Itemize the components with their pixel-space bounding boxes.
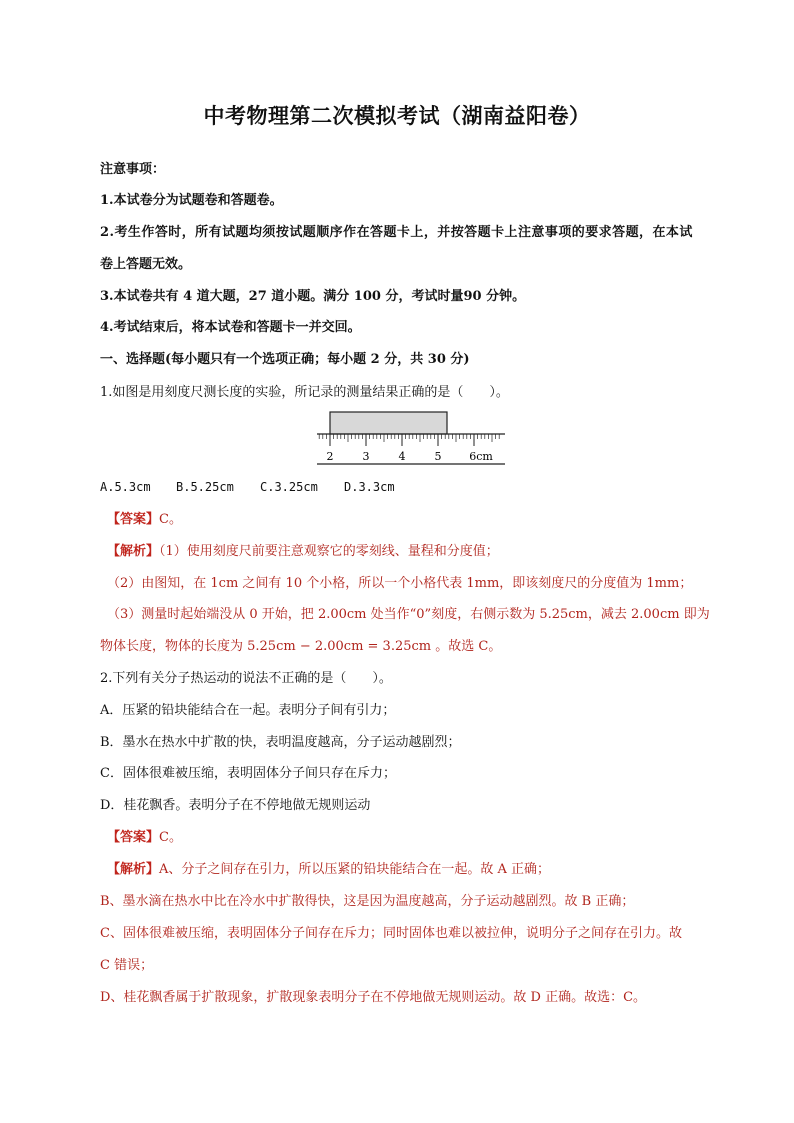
- measured-block: [330, 412, 447, 434]
- q2-option-b: B．墨水在热水中扩散的快，表明温度越高，分子运动越剧烈；: [100, 735, 461, 750]
- ruler-figure: [315, 408, 507, 468]
- q2-analysis-tag: 【解析】: [107, 862, 160, 877]
- section-heading: 一、选择题(每小题只有一个选项正确；每小题 2 分，共 30 分): [100, 352, 470, 367]
- q1-analysis-1: [107, 543, 499, 561]
- q2-option-d: D．桂花飘香。表明分子在不停地做无规则运动: [100, 798, 371, 813]
- q2-answer-value: C。: [159, 830, 182, 845]
- note-2a: 2.考生作答时，所有试题均须按试题顺序作在答题卡上，并按答题卡上注意事项的要求答题，在本试: [100, 225, 693, 240]
- note-4: 4.考试结束后，将本试卷和答题卡一并交回。: [100, 320, 361, 335]
- q2-analysis-1: [107, 861, 550, 879]
- question-1-stem: 1.如图是用刻度尺测长度的实验，所记录的测量结果正确的是（ ）。: [100, 385, 509, 400]
- q1-analysis-4: 物体长度，物体的长度为 5.25cm − 2.00cm = 3.25cm 。故选 C。: [100, 639, 502, 654]
- q1-analysis-2: （2）由图知，在 1cm 之间有 10 个小格，所以一个小格代表 1mm，即该刻度尺的分度值为 1mm；: [107, 576, 693, 591]
- ruler-label-6cm: 6cm: [469, 450, 493, 463]
- ruler-label-5: 5: [434, 450, 442, 463]
- q1-option-a: A.5.3cm: [100, 480, 151, 494]
- page-title: 中考物理第二次模拟考试（湖南益阳卷）: [203, 104, 591, 128]
- q2-option-a: A．压紧的铅块能结合在一起。表明分子间有引力；: [100, 703, 396, 718]
- q1-analysis-tag: 【解析】: [107, 544, 160, 559]
- q1-answer: [107, 511, 182, 529]
- q1-option-c: C.3.25cm: [260, 480, 318, 494]
- ruler-label-3: 3: [362, 450, 370, 463]
- q1-option-d: D.3.3cm: [344, 480, 395, 494]
- ruler-label-2: 2: [326, 450, 334, 463]
- q1-option-b: B.5.25cm: [176, 480, 234, 494]
- ruler-ticks: [319, 434, 499, 446]
- q2-analysis-4: C 错误；: [100, 958, 154, 973]
- q2-answer: [107, 829, 182, 847]
- notes-heading: 注意事项：: [100, 162, 166, 177]
- q1-analysis-3: （3）测量时起始端没从 0 开始，把 2.00cm 处当作“0”刻度，右侧示数为 5.25cm，减去 2.00cm 即为: [107, 607, 710, 622]
- note-2b: 卷上答题无效。: [100, 257, 192, 272]
- ruler-label-4: 4: [398, 450, 406, 463]
- note-1: 1.本试卷分为试题卷和答题卷。: [100, 193, 283, 208]
- note-3: 3.本试卷共有 4 道大题，27 道小题。满分 100 分，考试时量90 分钟。: [100, 289, 526, 304]
- q2-analysis-3: C、固体很难被压缩，表明固体分子间存在斥力；同时固体也难以被拉伸，说明分子之间存在引力。故: [100, 926, 682, 941]
- question-2-stem: 2.下列有关分子热运动的说法不正确的是（ ）。: [100, 671, 392, 686]
- q2-analysis-5: D、桂花飘香属于扩散现象，扩散现象表明分子在不停地做无规则运动。故 D 正确。故选：C。: [100, 990, 647, 1005]
- q1-answer-tag: 【答案】: [107, 512, 160, 527]
- q2-analysis-text-1: A、分子之间存在引力，所以压紧的铅块能结合在一起。故 A 正确；: [159, 862, 551, 877]
- q1-answer-value: C。: [159, 512, 182, 527]
- q2-answer-tag: 【答案】: [107, 830, 160, 845]
- q2-analysis-2: B、墨水滴在热水中比在冷水中扩散得快，这是因为温度越高，分子运动越剧烈。故 B 正确；: [100, 894, 635, 909]
- q2-option-c: C．固体很难被压缩，表明固体分子间只存在斥力；: [100, 766, 396, 781]
- q1-analysis-text-1: （1）使用刻度尺前要注意观察它的零刻线、量程和分度值；: [159, 544, 499, 559]
